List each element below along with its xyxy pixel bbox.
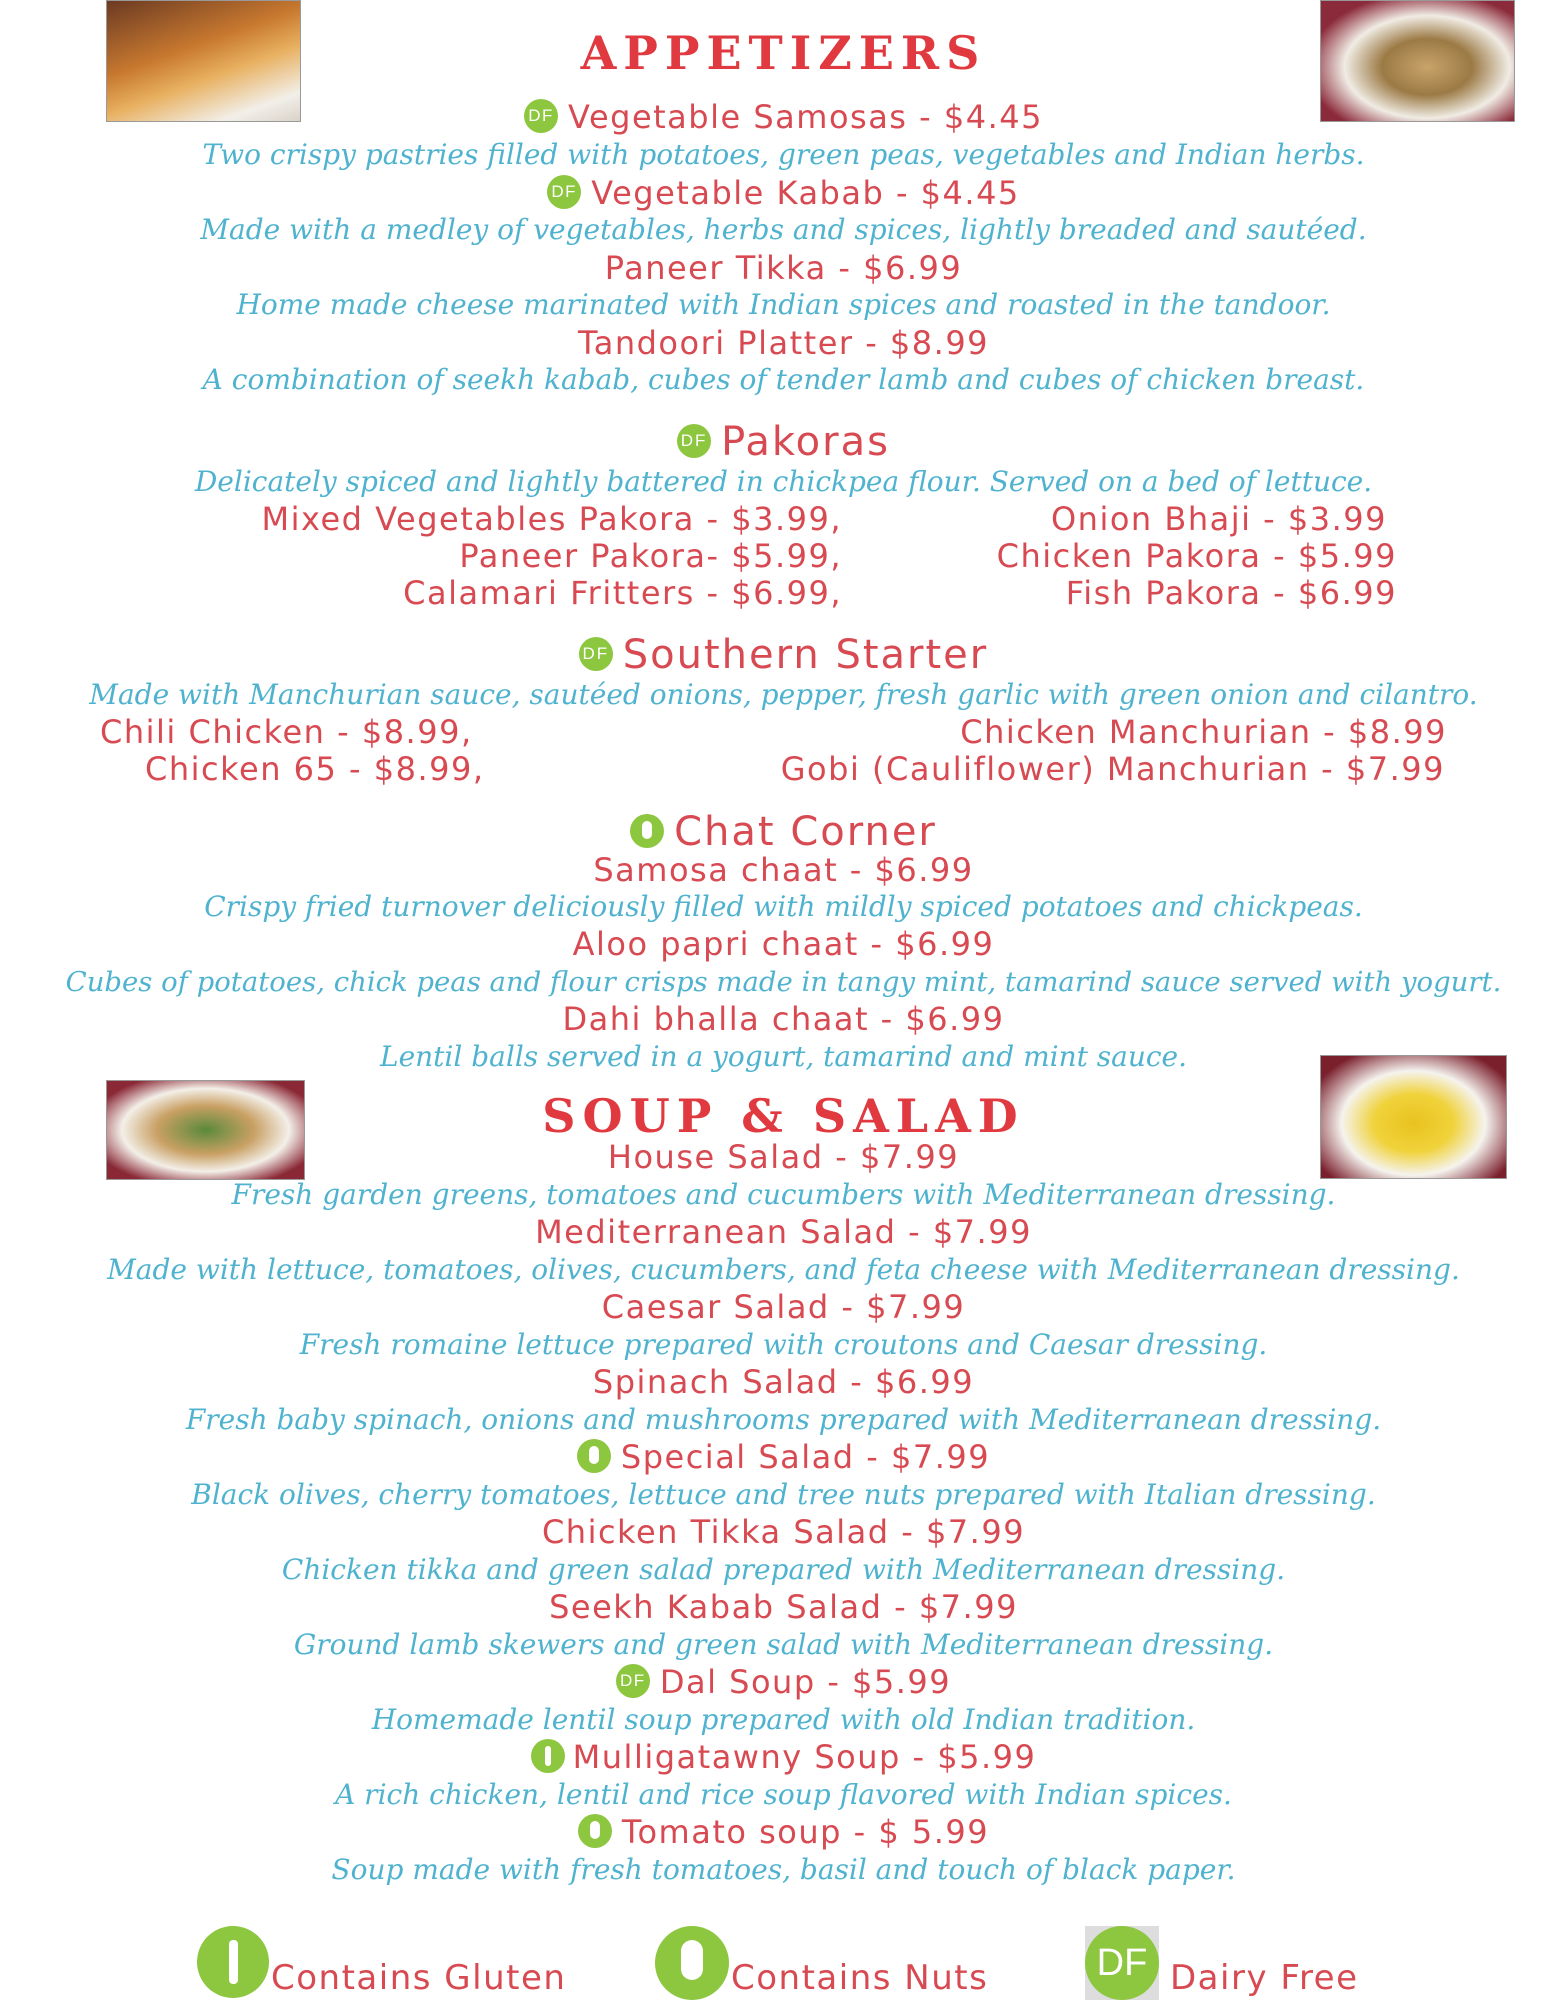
pakoras-desc: Delicately spiced and lightly battered in chickpea flour. Served on a bed of lettuce. xyxy=(194,465,1373,498)
menu-item-desc: A combination of seekh kabab, cubes of tender lamb and cubes of chicken breast. xyxy=(202,363,1365,396)
menu-item-desc: Crispy fried turnover deliciously filled with mildly spiced potatoes and chickpeas. xyxy=(204,890,1363,923)
nuts-icon xyxy=(630,814,664,848)
menu-item-name: Seekh Kabab Salad - $7.99 xyxy=(549,1588,1018,1626)
menu-item-name: Calamari Fritters - $6.99, xyxy=(403,574,842,612)
dairy-free-icon: DF xyxy=(579,637,613,671)
menu-item-desc: Cubes of potatoes, chick peas and flour crisps made in tangy mint, tamarind sauce served with yogurt. xyxy=(65,966,1502,998)
chat-corner-heading: Chat Corner xyxy=(0,810,1567,854)
menu-item-name: Mulligatawny Soup - $5.99 xyxy=(0,1738,1567,1776)
dairy-free-icon: DF xyxy=(524,99,558,133)
menu-item-name: Dahi bhalla chaat - $6.99 xyxy=(562,1000,1005,1038)
nuts-icon xyxy=(577,1439,611,1473)
menu-item-desc: Made with lettuce, tomatoes, olives, cucumbers, and feta cheese with Mediterranean dressing. xyxy=(107,1253,1460,1286)
gluten-icon xyxy=(531,1739,565,1773)
menu-item-desc: Fresh baby spinach, onions and mushrooms prepared with Mediterranean dressing. xyxy=(185,1403,1382,1436)
gluten-legend-icon xyxy=(197,1926,269,1998)
menu-item-name: Mixed Vegetables Pakora - $3.99, xyxy=(261,500,842,538)
pakoras-heading: DF Pakoras xyxy=(0,420,1567,464)
menu-item-name: Gobi (Cauliflower) Manchurian - $7.99 xyxy=(780,750,1445,788)
menu-item-desc: Two crispy pastries filled with potatoes, green peas, vegetables and Indian herbs. xyxy=(202,138,1365,171)
southern-starter-heading: DF Southern Starter xyxy=(0,633,1567,677)
dairy-free-icon: DF xyxy=(547,175,581,209)
appetizers-heading: APPETIZERS xyxy=(580,26,987,80)
menu-item-name: House Salad - $7.99 xyxy=(607,1138,960,1176)
menu-item-name: Onion Bhaji - $3.99 xyxy=(1050,500,1387,538)
menu-item-name: Tandoori Platter - $8.99 xyxy=(577,324,990,362)
menu-item-name: Tomato soup - $ 5.99 xyxy=(0,1813,1567,1851)
menu-item-name: Fish Pakora - $6.99 xyxy=(1065,574,1397,612)
menu-item-desc: Ground lamb skewers and green salad with Mediterranean dressing. xyxy=(293,1628,1274,1661)
legend-dairy-free-label: Dairy Free xyxy=(1170,1958,1359,1998)
menu-item-name: Mediterranean Salad - $7.99 xyxy=(535,1213,1032,1251)
menu-item-desc: Made with a medley of vegetables, herbs and spices, lightly breaded and sautéed. xyxy=(200,213,1367,246)
menu-item-name: Paneer Tikka - $6.99 xyxy=(604,249,963,287)
menu-item-desc: Lentil balls served in a yogurt, tamarind and mint sauce. xyxy=(379,1040,1188,1073)
legend-nuts-label: Contains Nuts xyxy=(731,1958,989,1998)
menu-item-name: Chicken Pakora - $5.99 xyxy=(996,537,1397,575)
nuts-icon xyxy=(578,1814,612,1848)
menu-item-desc: Fresh romaine lettuce prepared with croutons and Caesar dressing. xyxy=(299,1328,1268,1361)
dairy-free-legend-icon: DF xyxy=(1085,1926,1159,2000)
menu-item-desc: Fresh garden greens, tomatoes and cucumbers with Mediterranean dressing. xyxy=(231,1178,1336,1211)
menu-item-name: Chicken 65 - $8.99, xyxy=(145,750,485,788)
menu-item-name: Paneer Pakora- $5.99, xyxy=(459,537,842,575)
southern-starter-desc: Made with Manchurian sauce, sautéed onions, pepper, fresh garlic with green onion and cilantro. xyxy=(89,678,1478,711)
menu-item-name: Chicken Tikka Salad - $7.99 xyxy=(541,1513,1026,1551)
menu-item-desc: A rich chicken, lentil and rice soup flavored with Indian spices. xyxy=(335,1778,1232,1811)
menu-item-desc: Chicken tikka and green salad prepared with Mediterranean dressing. xyxy=(281,1553,1286,1586)
menu-item-name: Chili Chicken - $8.99, xyxy=(100,713,473,751)
menu-item-desc: Black olives, cherry tomatoes, lettuce and tree nuts prepared with Italian dressing. xyxy=(191,1478,1376,1511)
soup-salad-heading: SOUP & SALAD xyxy=(542,1089,1025,1143)
menu-item-name: DF Dal Soup - $5.99 xyxy=(0,1663,1567,1701)
dairy-free-icon: DF xyxy=(677,424,711,458)
menu-item-name: Aloo papri chaat - $6.99 xyxy=(572,925,995,963)
nuts-legend-icon xyxy=(655,1926,729,2000)
dairy-free-icon: DF xyxy=(616,1664,650,1698)
menu-item-name: Samosa chaat - $6.99 xyxy=(593,851,974,889)
menu-item-name: Caesar Salad - $7.99 xyxy=(601,1288,966,1326)
menu-item-name: DF Vegetable Kabab - $4.45 xyxy=(0,174,1567,212)
menu-item-desc: Home made cheese marinated with Indian spices and roasted in the tandoor. xyxy=(236,288,1331,321)
menu-item-desc: Soup made with fresh tomatoes, basil and touch of black paper. xyxy=(331,1853,1236,1886)
legend-gluten-label: Contains Gluten xyxy=(271,1958,567,1998)
menu-item-name: DF Vegetable Samosas - $4.45 xyxy=(0,98,1567,136)
menu-item-name: Chicken Manchurian - $8.99 xyxy=(960,713,1447,751)
menu-item-desc: Homemade lentil soup prepared with old Indian tradition. xyxy=(371,1703,1196,1736)
menu-item-name: Spinach Salad - $6.99 xyxy=(592,1363,975,1401)
menu-item-name: Special Salad - $7.99 xyxy=(0,1438,1567,1476)
